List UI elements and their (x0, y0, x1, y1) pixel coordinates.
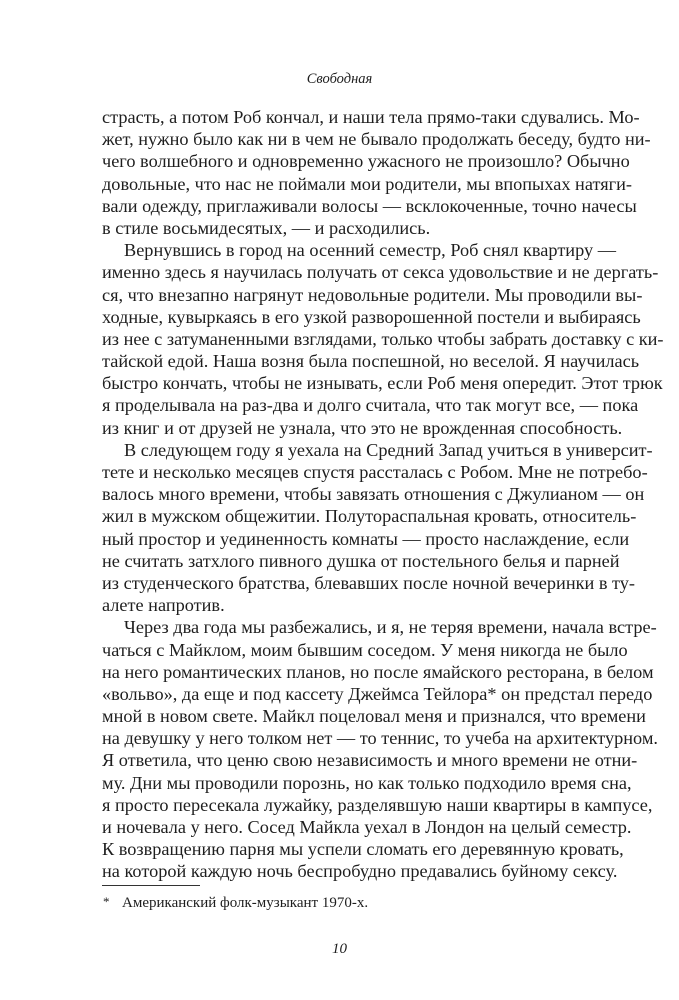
text-line: Вернувшись в город на осенний семестр, Роб снял квартиру — (124, 240, 616, 261)
text-line: я просто пересекала лужайку, разделявшую наши квартиры в кампусе, (102, 794, 653, 815)
text-line: В следующем году я уехала на Средний Запад учиться в университ- (124, 439, 653, 460)
page-number: 10 (332, 941, 347, 957)
text-line: в стиле восьмидесятых, — и расходились. (102, 217, 431, 238)
text-line: и ночевала у него. Сосед Майкла уехал в Лондон на целый семестр. (102, 817, 632, 837)
text-line: довольные, что нас не поймали мои родители, мы впопыхах натяги- (102, 173, 633, 194)
text-line: ходные, кувыркаясь в его узкой разворошенной постели и выбираясь (102, 306, 641, 327)
text-line: из студенческого братства, блевавших после ночной вечеринки в ту- (102, 572, 636, 593)
text-line: чего волшебного и одновременно ужасного не произошло? Обычно (102, 151, 630, 172)
text-line: Я ответила, что ценю свою независимость и много времени не отни- (102, 750, 638, 771)
body-text (102, 106, 664, 883)
paragraph (102, 616, 658, 882)
text-line: из книг и от друзей не узнала, что это не врожденная способность. (102, 417, 623, 438)
text-line: жет, нужно было как ни в чем не бывало продолжать беседу, будто ни- (102, 129, 651, 150)
text-line: страсть, а потом Роб кончал, и наши тела прямо-таки сдувались. Мо- (102, 107, 640, 127)
text-line: на девушку у него толком нет — то теннис, то учеба на архитектурном. (102, 728, 658, 749)
text-line: жил в мужском общежитии. Полуторaспальная кровать, относитель- (102, 506, 637, 527)
text-line: ный простор и уединенность комнаты — просто наслаждение, если (102, 528, 630, 549)
text-line: не считать затхлого пивного душка от постельного белья и парней (102, 550, 620, 571)
text-line: Через два года мы разбежались, и я, не теряя времени, начала встре- (124, 617, 657, 638)
text-line: вали одежду, приглаживали волосы — всклокоченные, точно начесы (102, 195, 637, 216)
footnote-divider (102, 885, 200, 886)
text-line: чаться с Майклом, моим бывшим соседом. У меня никогда не было (102, 639, 628, 660)
text-line: я проделывала на раз-два и долго считала, что так могут все, — пока (102, 395, 639, 416)
text-line: тете и несколько месяцев спустя рассталась с Робом. Мне не потребо- (102, 462, 648, 482)
paragraph (102, 106, 651, 239)
text-line: валось много времени, чтобы завязать отношения с Джулианом — он (102, 484, 645, 505)
paragraph (102, 239, 664, 439)
text-line: ся, что внезапно нагрянут недовольные родители. Мы проводили вы- (102, 284, 643, 305)
text-line: именно здесь я научилась получать от секса удовольствие и не дергать- (102, 262, 659, 283)
text-line: мной в новом свете. Майкл поцеловал меня и признался, что времени (102, 706, 646, 727)
footnote-text: Американский фолк-музыкант 1970-х. (122, 895, 369, 911)
text-line: быстро кончать, чтобы не изнывать, если Роб меня опередит. Этот трюк (102, 373, 663, 394)
text-line: тайской едой. Наша возня была поспешной, но веселой. Я научилась (102, 351, 640, 372)
text-line: му. Дни мы проводили порознь, но как только подходило время сна, (102, 772, 632, 793)
text-line: К возвращению парня мы успели сломать его деревянную кровать, (102, 839, 624, 860)
text-line: на которой каждую ночь беспробудно предавались буйному сексу. (102, 861, 618, 882)
text-line: алете напротив. (102, 595, 225, 616)
text-line: «вольво», да еще и под кассету Джеймса Тейлора* он предстал передо (102, 683, 653, 704)
text-line: на него романтических планов, но после ямайского ресторана, в белом (102, 661, 654, 682)
text-line: из нее с затуманенными взглядами, только чтобы забрать доставку с ки- (102, 328, 664, 349)
paragraph (102, 439, 653, 617)
footnote (103, 894, 369, 912)
footnote-mark: * (103, 894, 110, 909)
running-head: Свободная (306, 71, 373, 87)
